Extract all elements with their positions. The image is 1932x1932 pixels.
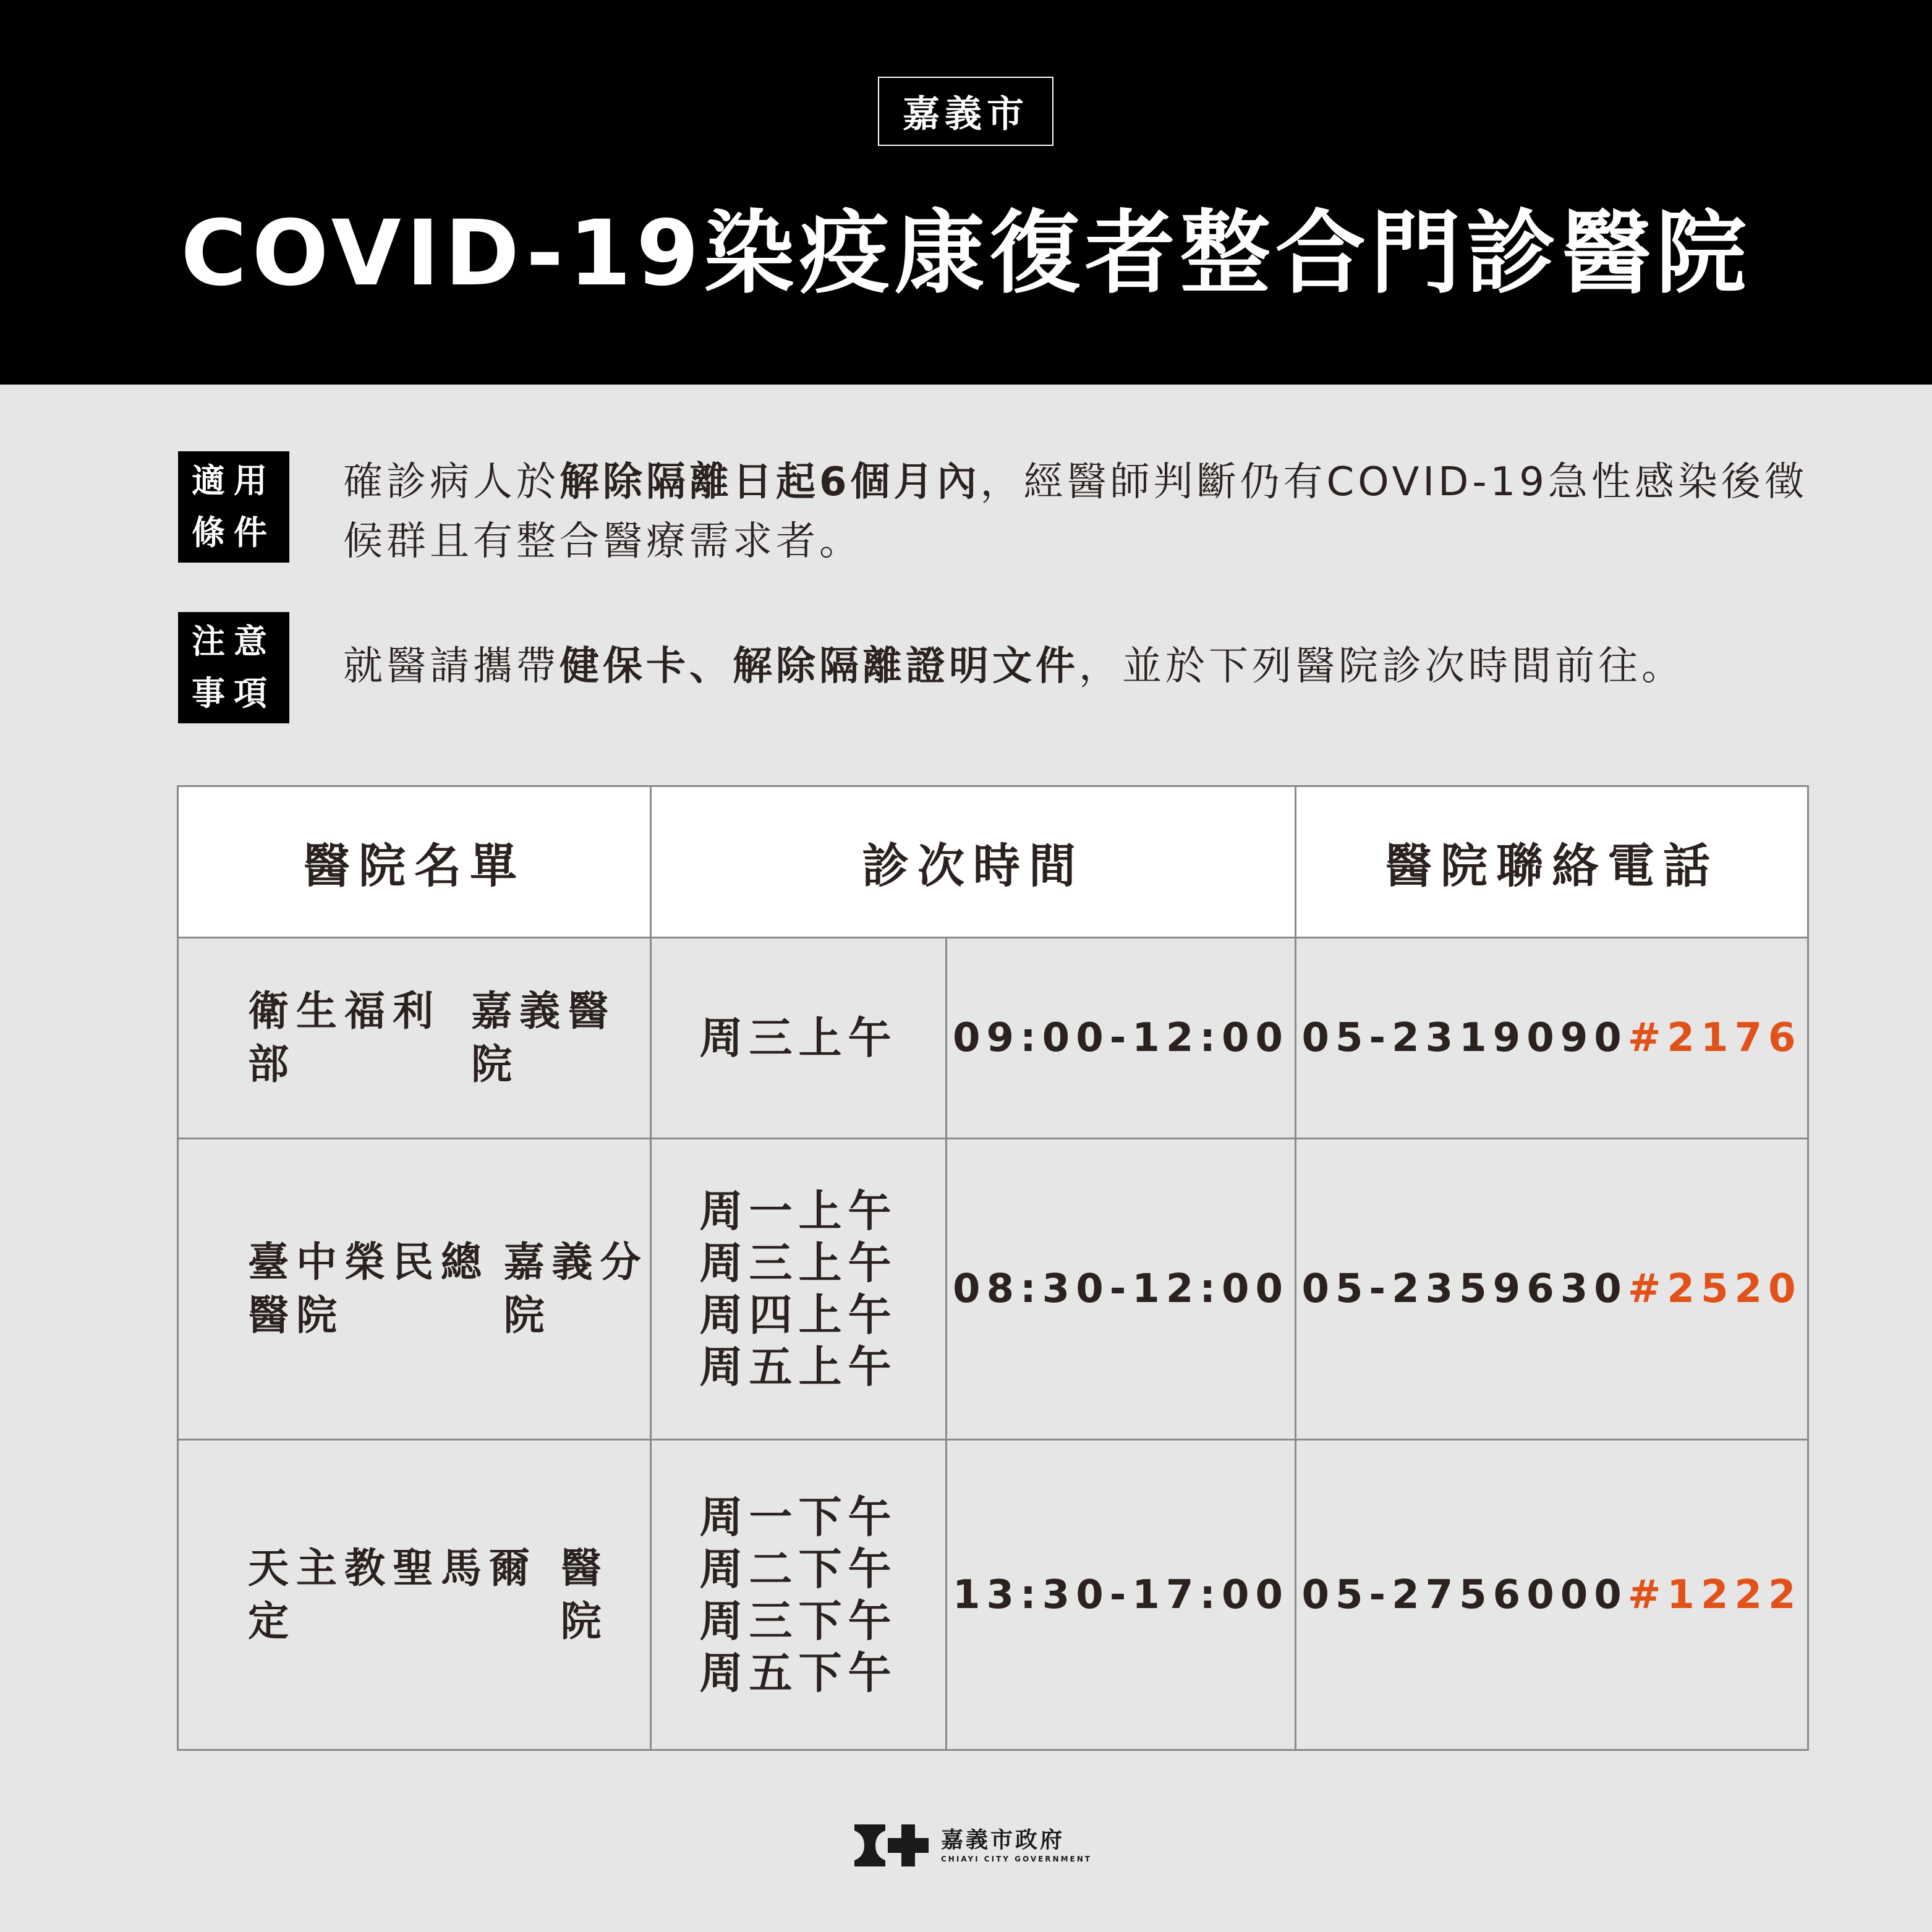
conditions-text-bold: 解除隔離日起6個月內	[560, 459, 981, 505]
session-day: 周一上午	[699, 1186, 898, 1236]
conditions-tag-line2: 條件	[192, 513, 276, 552]
header-banner	[0, 0, 1932, 385]
logo-english: CHIAYI CITY GOVERNMENT	[941, 1855, 1092, 1863]
page-title: COVID-19染疫康復者整合門診醫院	[181, 201, 1751, 306]
notes-text-a: 就醫請攜帶	[343, 644, 560, 689]
session-day: 周三下午	[699, 1595, 898, 1646]
session-day: 周四上午	[699, 1290, 898, 1340]
table-row-2-time: 08:30-12:00	[945, 1138, 1296, 1440]
session-day: 周三上午	[699, 1238, 898, 1288]
notes-text-c: ，並於下列醫院診次時間前往。	[1079, 644, 1685, 689]
city-emblem-icon	[853, 1821, 934, 1870]
conditions-text-a: 確診病人於	[343, 459, 560, 505]
session-day: 周一下午	[699, 1491, 898, 1543]
hospital-name-line1: 臺中榮民總醫院	[248, 1238, 489, 1339]
footer-logo	[853, 1821, 1092, 1870]
table-row-1-days	[650, 937, 947, 1139]
hospital-name-line2: 嘉義分院	[503, 1238, 649, 1339]
notes-text-bold: 健保卡、解除隔離證明文件	[560, 644, 1079, 689]
session-day: 周五下午	[699, 1647, 898, 1698]
table-row-1-time: 09:00-12:00	[945, 937, 1296, 1139]
table-row-1-phone	[1295, 937, 1809, 1139]
phone-number: 05-2319090	[1301, 1015, 1628, 1061]
conditions-tag	[178, 451, 289, 563]
session-day: 周三上午	[699, 1013, 898, 1063]
hospital-name-line1: 天主教聖馬爾定	[248, 1544, 537, 1645]
session-day: 周二下午	[699, 1543, 898, 1594]
table-row-1-name	[177, 937, 652, 1139]
header-hospital-list: 醫院名單	[177, 785, 652, 938]
table-row-3-phone	[1295, 1439, 1809, 1751]
conditions-text	[343, 453, 1815, 571]
table-row-2-phone	[1295, 1138, 1809, 1440]
notes-tag-line1: 注意	[192, 622, 276, 661]
phone-number: 05-2359630	[1301, 1266, 1628, 1312]
table-row-3-days	[650, 1439, 947, 1751]
phone-number: 05-2756000	[1301, 1572, 1628, 1618]
phone-extension: #2176	[1627, 1015, 1802, 1061]
session-day: 周五上午	[699, 1342, 898, 1392]
phone-extension: #2520	[1627, 1266, 1802, 1312]
hospital-name-line2: 醫院	[560, 1544, 609, 1645]
notes-tag	[178, 612, 289, 723]
phone-extension: #1222	[1627, 1572, 1802, 1618]
table-row-3-name	[177, 1439, 652, 1751]
conditions-text-c: ，經醫師判斷仍有COVID-19急性感染後徵候群且有整合醫療需求者。	[343, 459, 1808, 564]
hospital-table	[177, 785, 1809, 1751]
table-row-2-name	[177, 1138, 652, 1440]
notes-tag-line2: 事項	[192, 674, 276, 713]
table-row-3-time: 13:30-17:00	[945, 1439, 1296, 1751]
logo-chinese: 嘉義市政府	[941, 1828, 1065, 1853]
header-session-time: 診次時間	[650, 785, 1296, 938]
header-contact-phone: 醫院聯絡電話	[1295, 785, 1809, 938]
city-label: 嘉義市	[878, 77, 1053, 146]
hospital-name-line2: 嘉義醫院	[471, 987, 616, 1088]
logo-text	[941, 1827, 1092, 1864]
hospital-name-line1: 衛生福利部	[248, 987, 441, 1088]
notes-text	[343, 637, 1839, 696]
table-row-2-days	[650, 1138, 947, 1440]
conditions-tag-line1: 適用	[192, 461, 276, 500]
